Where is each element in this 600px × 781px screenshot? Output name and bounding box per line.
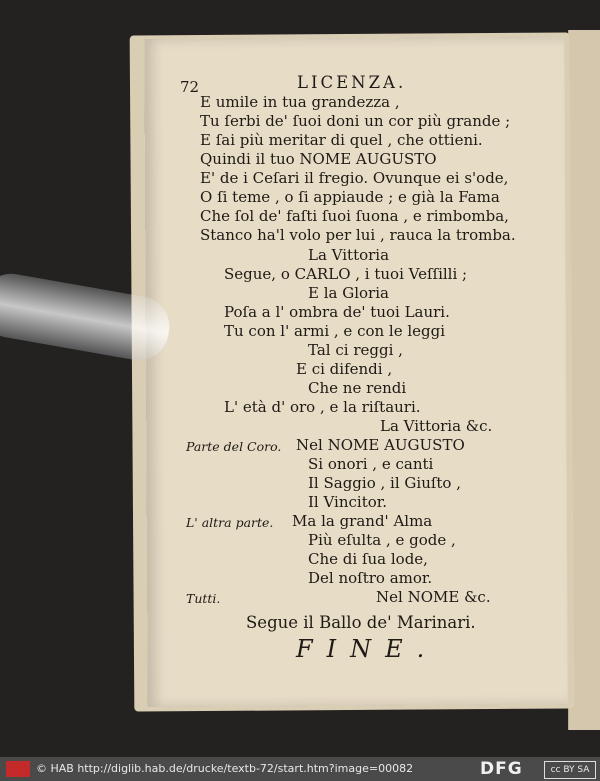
text-line: E' de i Ceſari il fregio. Ovunque ei s'ode,	[200, 169, 509, 187]
text-line: Tu ſerbi de' ſuoi doni un cor più grande ;	[200, 112, 511, 130]
page-number: 72	[180, 78, 200, 96]
text-line: Che ne rendi	[308, 379, 407, 397]
text-line: Poſa a l' ombra de' tuoi Lauri.	[224, 303, 450, 321]
speaker-label: Parte del Coro.	[186, 439, 282, 454]
stage-direction: Segue il Ballo de' Marinari.	[246, 613, 476, 632]
text-line: La Vittoria &c.	[380, 417, 493, 435]
source-link[interactable]: © HAB http://diglib.hab.de/drucke/textb-72/start.htm?image=00082	[36, 762, 414, 775]
text-line: Che ſol de' faſti ſuoi ſuona , e rimbomba,	[200, 207, 509, 225]
text-line: La Vittoria	[308, 246, 390, 264]
text-line: L' età d' oro , e la riſtauri.	[224, 398, 421, 416]
viewer-footer	[0, 757, 600, 781]
text-line: Che di ſua lode,	[308, 550, 428, 568]
text-line: E ci difendi ,	[296, 360, 393, 378]
dfg-logo: DFG	[480, 759, 523, 779]
text-line: E ſai più meritar di quel , che ottieni.	[200, 131, 483, 149]
speaker-label: L' altra parte.	[186, 515, 274, 530]
text-line: Più eſulta , e gode ,	[308, 531, 456, 549]
text-line: Il Saggio , il Giuſto ,	[308, 474, 461, 492]
text-line: Quindi il tuo NOME AUGUSTO	[200, 150, 437, 168]
text-line: Segue, o CARLO , i tuoi Veſſilli ;	[224, 265, 468, 283]
text-line: Ma la grand' Alma	[292, 512, 433, 530]
text-line: E umile in tua grandezza ,	[200, 93, 400, 111]
text-line: Tal ci reggi ,	[308, 341, 403, 359]
license-badge[interactable]: cc BY SA	[544, 761, 596, 779]
text-line: Stanco ha'l volo per lui , rauca la tromba.	[200, 226, 516, 244]
text-line: Tu con l' armi , e con le leggi	[224, 322, 446, 340]
running-head: LICENZA.	[297, 73, 407, 92]
text-line: Del noſtro amor.	[308, 569, 433, 587]
text-line: Nel NOME &c.	[376, 588, 491, 606]
text-line: Il Vincitor.	[308, 493, 388, 511]
text-line: Nel NOME AUGUSTO	[296, 436, 465, 454]
text-line: E la Gloria	[308, 284, 389, 302]
text-line: O ſi teme , o ſi appiaude ; e già la Fama	[200, 188, 500, 206]
speaker-label: Tutti.	[186, 591, 221, 606]
fine-heading: FINE.	[296, 635, 439, 663]
hab-logo-icon	[6, 761, 30, 777]
text-line: Si onori , e canti	[308, 455, 434, 473]
